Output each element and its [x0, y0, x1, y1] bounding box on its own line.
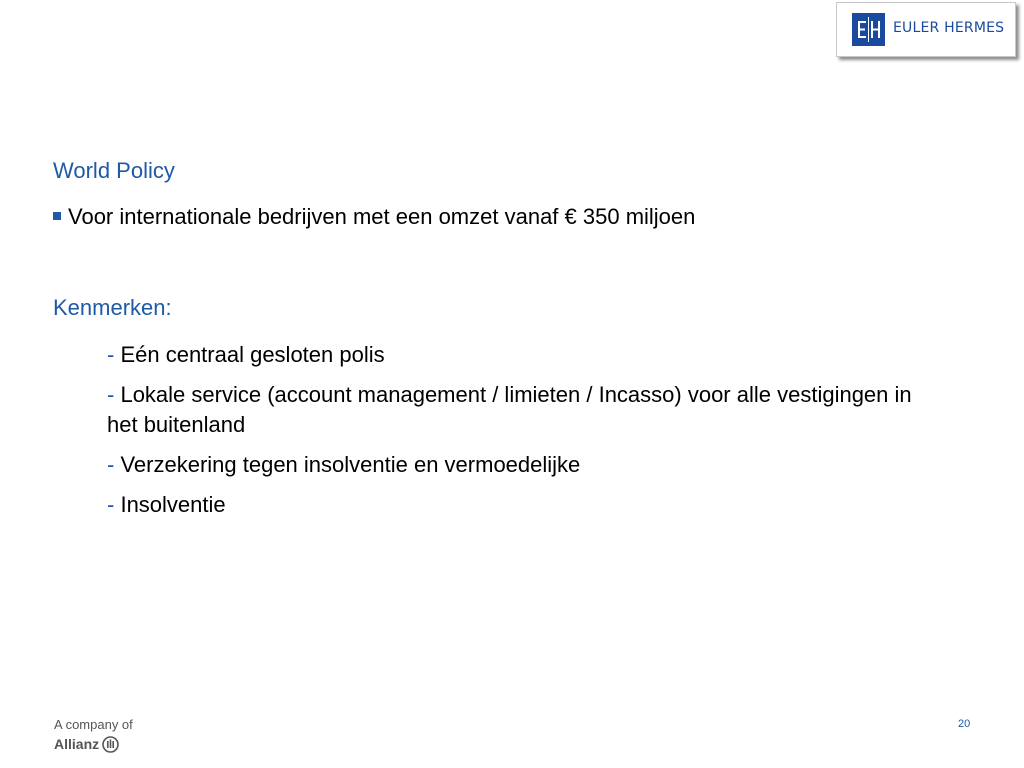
- allianz-footer-logo: [54, 716, 133, 758]
- logo-brand-name: EULER HERMES: [893, 20, 1005, 36]
- list-item-text: Lokale service (account management / limieten / Incasso) voor alle vestigingen in het buitenland: [107, 382, 912, 437]
- bullet-text: Voor internationale bedrijven met een omzet vanaf € 350 miljoen: [68, 204, 696, 229]
- list-item: [107, 380, 927, 440]
- square-bullet-icon: [53, 212, 61, 220]
- list-item-text: Insolventie: [120, 492, 226, 517]
- section-title-kenmerken: Kenmerken:: [53, 295, 172, 320]
- list-item-text: Eén centraal gesloten polis: [120, 342, 385, 367]
- kenmerken-list: [107, 340, 927, 530]
- allianz-eagle-icon: [102, 736, 119, 758]
- section-title-world-policy: World Policy: [53, 158, 175, 183]
- bullet-item: [53, 204, 695, 230]
- list-item: [107, 450, 927, 480]
- allianz-label: Allianz: [54, 736, 100, 752]
- dash-marker: -: [107, 492, 115, 517]
- eh-logo-icon: [852, 13, 885, 46]
- list-item: [107, 490, 927, 520]
- list-item: [107, 340, 927, 370]
- dash-marker: -: [107, 452, 115, 477]
- dash-marker: -: [107, 382, 115, 407]
- euler-hermes-logo: [836, 2, 1016, 57]
- page-number: 20: [958, 718, 971, 730]
- allianz-brand: [54, 734, 133, 758]
- list-item-text: Verzekering tegen insolventie en vermoedelijke: [120, 452, 581, 477]
- dash-marker: -: [107, 342, 115, 367]
- company-of-label: A company of: [54, 717, 133, 732]
